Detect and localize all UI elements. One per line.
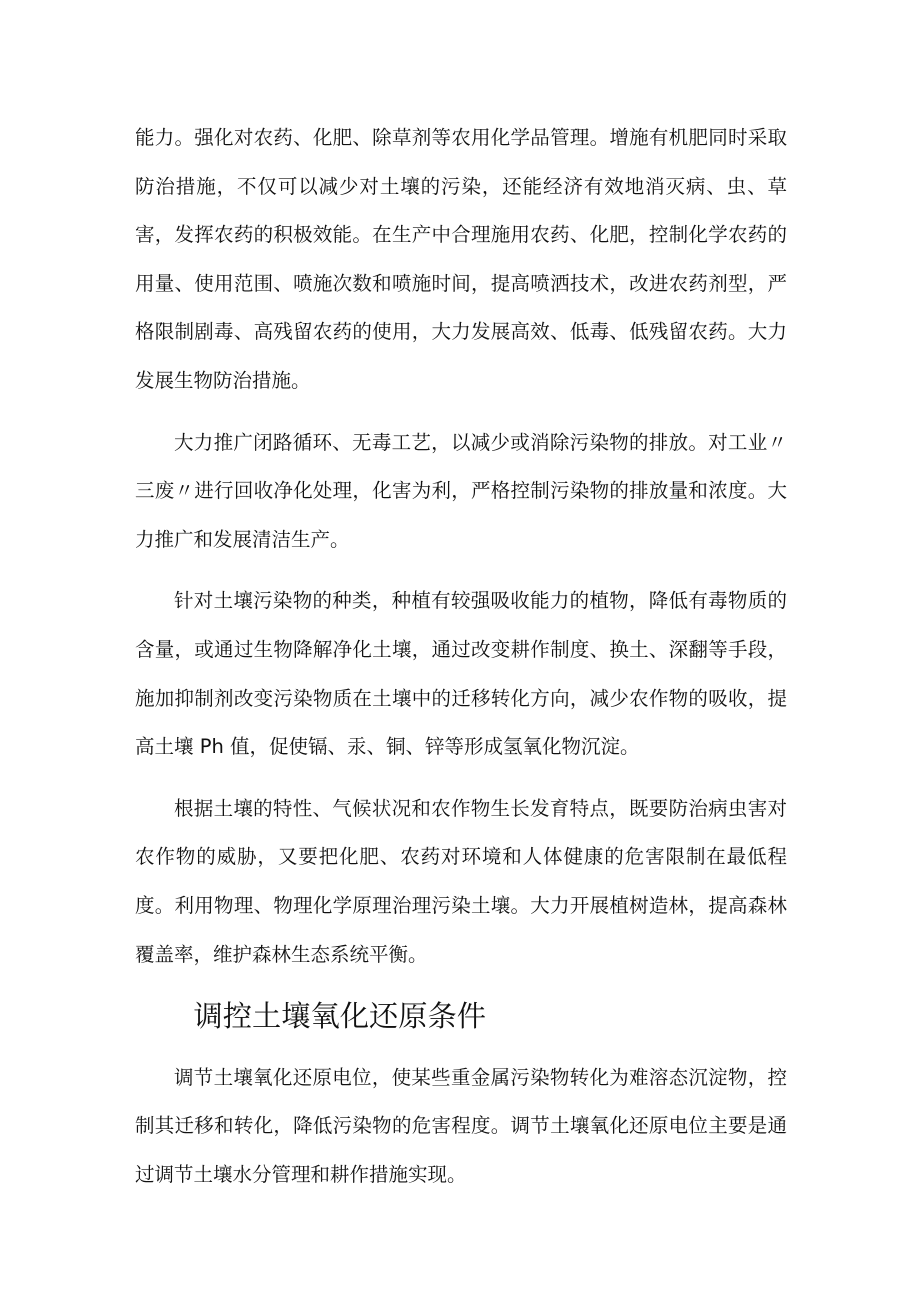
paragraph-pest-control: 根据土壤的特性、气候状况和农作物生长发育特点，既要防治病虫害对农作物的威胁，又要把化肥、农药对环境和人体健康的危害限制在最低程度。利用物理、物理化学原理治理污染土壤。大力开展植树造林，提高森林覆盖率，维护森林生态系统平衡。 xyxy=(135,796,787,966)
document-body xyxy=(135,114,787,1212)
paragraph-continuation: 能力。强化对农药、化肥、除草剂等农用化学品管理。增施有机肥同时采取防治措施，不仅可以减少对土壤的污染，还能经济有效地消灭病、虫、草害，发挥农药的积极效能。在生产中合理施用农药、化肥，控制化学农药的用量、使用范围、喷施次数和喷施时间，提高喷洒技术，改进农药剂型，严格限制剧毒、高残留农药的使用，大力发展高效、低毒、低残留农药。大力发展生物防治措施。 xyxy=(135,126,787,392)
paragraph-soil-remediation: 针对土壤污染物的种类，种植有较强吸收能力的植物，降低有毒物质的含量，或通过生物降解净化土壤，通过改变耕作制度、换土、深翻等手段，施加抑制剂改变污染物质在土壤中的迁移转化方向，减少农作物的吸收，提高土壤 Ph 值，促使镉、汞、铜、锌等形成氢氧化物沉淀。 xyxy=(135,589,787,759)
section-heading: 调控土壤氧化还原条件 xyxy=(193,999,486,1034)
paragraph-pollution-control: 大力推广闭路循环、无毒工艺，以减少或消除污染物的排放。对工业〃三废〃进行回收净化处理，化害为利，严格控制污染物的排放量和浓度。大力推广和发展清洁生产。 xyxy=(135,430,787,551)
paragraph-redox-regulation: 调节土壤氧化还原电位，使某些重金属污染物转化为难溶态沉淀物，控制其迁移和转化，降低污染物的危害程度。调节土壤氧化还原电位主要是通过调节土壤水分管理和耕作措施实现。 xyxy=(135,1065,787,1186)
